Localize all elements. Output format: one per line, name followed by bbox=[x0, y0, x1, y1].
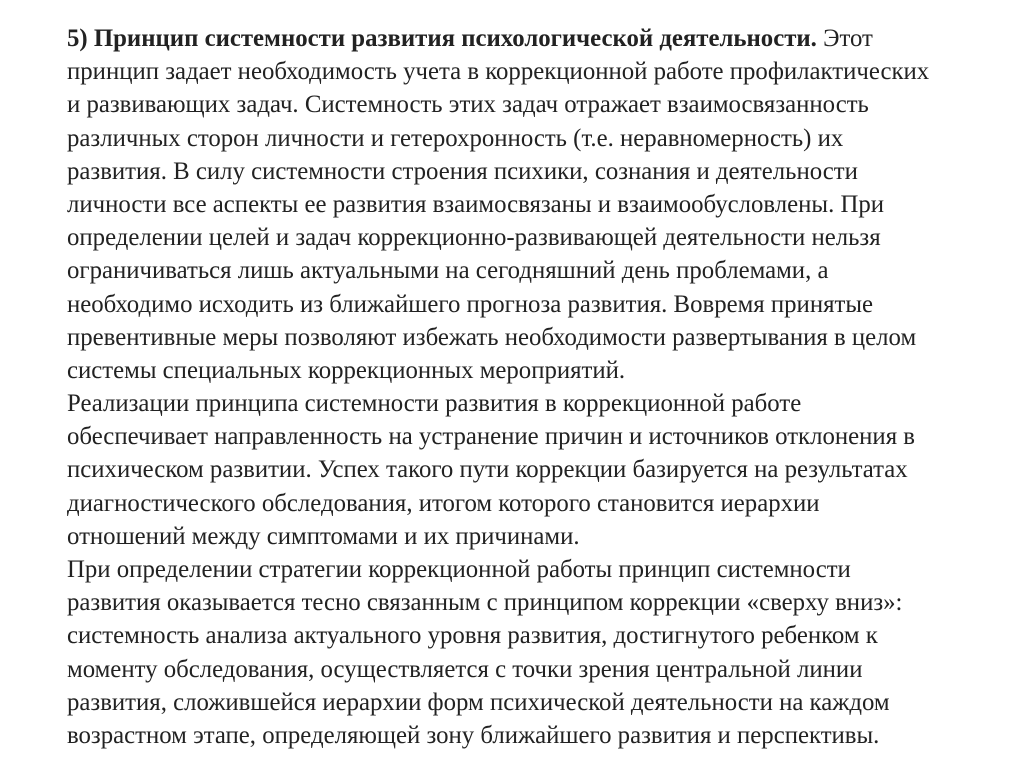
text-line: моменту обследования, осуществляется с точки зрения центральной линии bbox=[67, 655, 863, 683]
text-line: психическом развитии. Успех такого пути коррекции базируется на результатах bbox=[67, 456, 908, 484]
paragraph-strategy bbox=[67, 553, 1012, 752]
text-line: отношений между симптомами и их причинами. bbox=[67, 522, 580, 550]
text-line: обеспечивает направленность на устранение причин и источников отклонения в bbox=[67, 423, 916, 451]
text-line: Реализации принципа системности развития в коррекционной работе bbox=[67, 390, 802, 418]
text-line: превентивные меры позволяют избежать необходимости развертывания в целом bbox=[67, 323, 917, 351]
text-block bbox=[67, 22, 1012, 752]
principle-heading: 5) Принцип системности развития психологической деятельности. bbox=[67, 25, 817, 52]
text-line: и развивающих задач. Системность этих задач отражает взаимосвязанность bbox=[67, 91, 869, 119]
text-line: различных сторон личности и гетерохронность (т.е. неравномерность) их bbox=[67, 124, 844, 152]
text-line: развития, сложившейся иерархии форм психической деятельности на каждом bbox=[67, 688, 890, 716]
text-line bbox=[67, 22, 1012, 55]
text-line: личности все аспекты ее развития взаимосвязаны и взаимообусловлены. При bbox=[67, 190, 885, 218]
text-line: диагностического обследования, итогом которого становится иерархии bbox=[67, 489, 820, 517]
text-line: системы специальных коррекционных мероприятий. bbox=[67, 356, 626, 384]
text-fragment: Этот bbox=[816, 25, 873, 52]
paragraph-principle bbox=[67, 22, 1012, 387]
text-line: системность анализа актуального уровня развития, достигнутого ребенком к bbox=[67, 622, 878, 650]
text-line: При определении стратегии коррекционной работы принцип системности bbox=[67, 556, 851, 583]
paragraph-implementation bbox=[67, 387, 1012, 553]
text-line: необходимо исходить из ближайшего прогноза развития. Вовремя принятые bbox=[67, 290, 874, 318]
text-line: развития оказывается тесно связанным с принципом коррекции «сверху вниз»: bbox=[67, 589, 903, 617]
text-line: ограничиваться лишь актуальными на сегодняшний день проблемами, а bbox=[67, 257, 829, 285]
text-line: определении целей и задач коррекционно-развивающей деятельности нельзя bbox=[67, 224, 881, 252]
text-line: принцип задает необходимость учета в коррекционной работе профилактических bbox=[67, 58, 930, 86]
text-line: развития. В силу системности строения психики, сознания и деятельности bbox=[67, 157, 858, 185]
text-line: возрастном этапе, определяющей зону ближайшего развития и перспективы. bbox=[67, 721, 880, 749]
